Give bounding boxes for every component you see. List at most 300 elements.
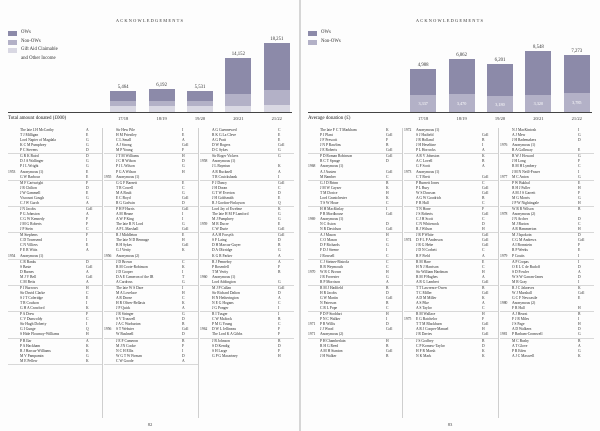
donor-name: Anonymous (1): [20, 169, 44, 174]
donor-name: A R J Cooper-Manuel: [416, 327, 449, 332]
donor-house-code: F: [578, 159, 581, 164]
donor-year: 1958: [200, 159, 208, 164]
donor-house-code: H: [182, 169, 185, 174]
donor-name: R P Weeks: [512, 248, 528, 253]
donor-house-code: H: [578, 185, 581, 190]
legend-label: OWs: [321, 30, 331, 35]
donor-house-code: C: [578, 222, 581, 227]
donor-name: P G Johnston: [20, 212, 40, 216]
donor-name: W S W Garran-Janes: [512, 274, 544, 279]
donor-house-code: G: [578, 174, 581, 179]
donor-name: N J MacKintosh: [512, 128, 537, 132]
donor-name: D W L Jellineau: [212, 327, 236, 332]
donor-house-code: D: [278, 290, 281, 295]
donor-name: M J V Bell: [20, 274, 37, 279]
donor-house-code: I: [182, 128, 184, 132]
donor-year: 1968: [308, 164, 316, 169]
right-page: [308, 0, 592, 431]
donor-house-code: K: [578, 353, 581, 358]
donor-name: P J L Wright: [20, 164, 39, 169]
donor-house-code: B: [278, 338, 281, 343]
donor-house-code: D: [182, 317, 185, 322]
donor-name: Sir Hugh Doherty: [20, 322, 47, 327]
bar-ows: [225, 58, 251, 94]
donor-name: M E Pellew: [20, 358, 38, 363]
donor-house-code: A: [278, 259, 281, 264]
donor-house-code: G: [386, 243, 389, 248]
donor-name: A Cardross: [116, 279, 133, 284]
donor-house-code: E: [278, 195, 281, 200]
donor-column: [8, 128, 102, 418]
donor-house-code: C: [386, 238, 389, 243]
donor-name: R W J Howard: [512, 154, 534, 159]
donor-house-code: K: [182, 248, 185, 253]
donor-house-code: K: [482, 353, 485, 358]
donor-year: 1954: [8, 253, 16, 258]
donor-house-code: G: [86, 143, 89, 148]
axis-title: Total amount donated (£000): [8, 116, 67, 121]
donor-name: B H Sykes: [116, 243, 132, 248]
donor-house-code: A: [86, 200, 89, 205]
donor-name: J D N Corbett: [416, 248, 437, 253]
donor-house-code: D: [386, 322, 389, 327]
donor-house-code: A: [182, 358, 185, 363]
donor-name: S J T Coleridge: [20, 296, 43, 300]
donor-name: M V Pampamin: [20, 353, 44, 358]
donor-name: C W Goode: [116, 358, 134, 363]
donor-house-code: G: [278, 154, 281, 159]
donor-name: Sir Roger Vickers: [212, 154, 239, 159]
bar-value-label: 6,201: [494, 57, 506, 63]
donor-name: J M W Cayzer: [320, 185, 342, 190]
donor-name: S Hide Flournoy-Williams: [20, 332, 60, 337]
donor-house-code: G: [578, 348, 581, 353]
bar-value-label: 4,988: [417, 63, 429, 69]
donor-house-code: D: [578, 138, 581, 143]
donor-name: W R C Brown: [320, 269, 342, 274]
donor-year: 1975: [404, 317, 412, 322]
donor-name: G C F Newcastle: [512, 296, 538, 300]
donor-house-code: A: [482, 148, 485, 153]
donor-house-code: Coll: [578, 238, 585, 243]
donor-house-code: Q: [86, 327, 89, 332]
legend-swatch: [8, 48, 17, 53]
donor-name: J M N Neill-Fraser: [512, 169, 540, 174]
donor-name: N C Aston: [320, 222, 336, 227]
donor-house-code: Coll: [182, 195, 189, 200]
donor-house-code: G: [386, 274, 389, 279]
donor-name: A G W Goodrich: [416, 195, 442, 200]
donor-house-code: I: [278, 306, 280, 311]
bar-ows: [110, 91, 136, 101]
donor-house-code: B: [386, 343, 389, 348]
donor-name: R J Pennebry: [212, 259, 232, 264]
donor-name: J N Jacobs: [20, 206, 36, 211]
donor-year: 1976: [500, 143, 508, 148]
donor-name: J R Stringer: [116, 312, 134, 317]
donor-house-code: I: [86, 238, 88, 243]
donor-name: J G Ponger: [212, 306, 229, 311]
donor-house-code: D: [182, 353, 185, 358]
axis-tick-label: 18/19: [456, 116, 467, 121]
donor-name: C J W Gurch: [20, 200, 40, 205]
donor-house-code: H: [482, 312, 485, 317]
axis-tick-label: 18/19: [156, 116, 167, 121]
donor-house-code: F: [86, 217, 89, 222]
donor-name: G W Martin: [320, 296, 338, 300]
donor-house-code: Coll: [278, 227, 285, 232]
donor-column: [404, 128, 498, 418]
donor-house-code: A: [278, 296, 281, 300]
donor-name: W J Marshall: [512, 290, 532, 295]
donor-name: J M G Roberts: [20, 222, 42, 227]
donor-house-code: I: [86, 301, 88, 306]
donor-name: J D Brown: [116, 259, 132, 264]
donor-house-code: Coll: [182, 206, 189, 211]
donor-house-code: D: [578, 217, 581, 222]
donor-name: J H Goldsmith: [212, 195, 234, 200]
donor-house-code: Coll: [482, 233, 489, 238]
donor-house-code: Coll: [482, 133, 489, 138]
donor-name: C R L Pope: [320, 306, 338, 311]
donor-name: K C M Pumphrey: [20, 143, 47, 148]
donor-house-code: K: [278, 206, 281, 211]
donor-year: 1973: [404, 169, 412, 174]
donor-name: J T M Williams: [116, 154, 139, 159]
bar-non-ows: [264, 90, 290, 105]
donor-name: R J Gordon-Finlayson: [212, 200, 245, 205]
donor-house-code: Coll: [482, 332, 489, 337]
donor-name: S V Truswell: [116, 317, 136, 322]
donor-house-code: Coll: [482, 185, 489, 190]
donor-name: C G M Andrews: [512, 238, 537, 243]
donor-name: H H MacKinlay: [320, 206, 344, 211]
axis-tick-label: 19/20: [494, 116, 506, 121]
donor-name: A D M Miller: [416, 296, 437, 300]
donor-name: M Bamber: [320, 174, 336, 179]
bar-value-label: 7,273: [571, 49, 583, 55]
donor-name: R M Hare: [416, 259, 431, 264]
donor-name: J N Archer: [512, 217, 528, 222]
donor-house-code: B: [482, 159, 485, 164]
donor-name: A J Strong: [116, 143, 132, 148]
donor-name: N C H Ellis: [116, 348, 134, 353]
donor-name: T M Verity: [212, 269, 229, 274]
donor-year: 1953: [8, 169, 16, 174]
axis-tick-label: 20/21: [533, 116, 544, 121]
total-donated-chart: [100, 30, 292, 112]
donor-house-code: I: [182, 285, 184, 290]
donor-name: A G Guennewed: [212, 128, 237, 132]
donor-name: P A Hackham: [20, 343, 41, 348]
donor-house-code: K: [482, 154, 485, 159]
donor-house-code: I: [182, 348, 184, 353]
donor-name: R H G Reed: [320, 343, 339, 348]
donor-house-code: B: [482, 138, 485, 143]
donor-house-code: D: [386, 222, 389, 227]
donor-name: Anonymous (2): [320, 332, 344, 337]
donor-house-code: Coll: [482, 238, 489, 243]
donor-house-code: Coll: [278, 285, 285, 290]
donor-year: 1981: [500, 332, 508, 337]
donor-house-code: C: [578, 164, 581, 169]
donor-name: R J Middleton: [116, 233, 138, 238]
donor-house-code: B: [386, 180, 389, 185]
donor-name: C W Durie: [212, 227, 229, 232]
donor-house-code: H: [482, 327, 485, 332]
donor-house-code: B: [182, 322, 185, 327]
donor-house-code: F: [182, 148, 185, 153]
donor-house-code: F: [482, 317, 485, 322]
donor-house-code: A: [482, 274, 485, 279]
donor-name: H M Priestley: [116, 133, 137, 138]
bar-column: [410, 40, 436, 112]
donor-name: A G Pratt: [212, 138, 226, 143]
donor-year: 1970: [308, 269, 316, 274]
bar-ows: [564, 55, 590, 92]
donor-house-code: D: [482, 343, 485, 348]
donor-name: T J Milligan: [20, 133, 39, 138]
donor-house-code: G: [86, 164, 89, 169]
donor-house-code: D: [386, 159, 389, 164]
donor-house-code: H: [578, 200, 581, 205]
donor-name: M Stephens: [20, 233, 38, 238]
donor-house-code: H: [578, 227, 581, 232]
donor-name: N R Davidson: [320, 227, 342, 232]
donor-name: F J R Miles: [512, 317, 530, 322]
donor-row: [104, 359, 198, 365]
donor-name: J L Bayntun: [212, 164, 230, 169]
donor-name: D W Rogers: [212, 143, 231, 148]
bar-column: [487, 40, 513, 112]
donor-house-code: B: [278, 317, 281, 322]
donor-house-code: K: [578, 285, 581, 290]
donor-name: M G Morris: [512, 195, 530, 200]
donor-house-code: C: [482, 264, 485, 269]
donor-house-code: D: [578, 274, 581, 279]
donor-name: The Lord K A Gibbs: [212, 332, 243, 337]
donor-house-code: A: [86, 128, 89, 132]
donor-house-code: E: [182, 233, 185, 238]
donor-house-code: G: [182, 190, 185, 195]
axis-title: Average donation (£): [308, 116, 351, 121]
bar-ows: [449, 59, 475, 94]
donor-row: [308, 354, 402, 359]
donor-house-code: B: [578, 206, 581, 211]
column-divider: [102, 128, 103, 418]
donor-house-code: E: [86, 296, 89, 300]
donor-name: The late J.H McCarthy: [20, 128, 54, 132]
axis-tick-label: 21/22: [271, 116, 282, 121]
donor-name: J H Long: [512, 159, 526, 164]
donor-house-code: C: [482, 217, 485, 222]
donor-name: E G Batchelor: [416, 317, 438, 322]
donor-name: R M Coote-Robinson: [116, 264, 148, 269]
donor-house-code: F: [86, 312, 89, 317]
donor-house-code: F: [182, 343, 185, 348]
donor-name: C L Small: [116, 138, 132, 143]
donor-name: G J D Brinn: [320, 180, 338, 185]
donor-house-code: D: [578, 264, 581, 269]
donor-house-code: G: [278, 248, 281, 253]
donor-name: D C Sykes: [212, 148, 228, 153]
donor-name: T C Miller: [416, 290, 432, 295]
donor-name: A S Taylor: [416, 306, 432, 311]
donor-house-code: B: [182, 338, 185, 343]
bar-segment-label: 3,337: [418, 101, 428, 107]
donor-name: W Bushnell: [116, 332, 134, 337]
donor-name: M C Anton: [512, 174, 529, 179]
donor-name: P H Chamberlain: [320, 338, 346, 343]
donor-year: 1969: [308, 217, 316, 222]
donor-house-code: C: [278, 128, 281, 132]
donor-name: J P Stein: [20, 227, 33, 232]
legend-label: Non-OWs: [321, 38, 341, 44]
donor-name: Anonymous (1): [212, 159, 236, 164]
donor-name: J J Wood: [320, 327, 334, 332]
donor-house-code: C: [386, 306, 389, 311]
bar-value-label: 18,251: [270, 36, 284, 42]
donor-column: [500, 128, 594, 418]
bar-ows: [525, 51, 551, 95]
donor-name: P R Eden: [512, 348, 526, 353]
donor-name: Anonymous (1): [320, 217, 344, 222]
donor-house-code: H: [386, 190, 389, 195]
donor-name: Anonymous (1): [20, 253, 44, 258]
donor-name: M C Busby: [512, 338, 530, 343]
donor-name: R P Morrison: [320, 279, 340, 284]
donor-name: J S Page: [512, 322, 525, 327]
donor-name: M R Ducre: [212, 222, 229, 227]
donor-house-code: K: [386, 185, 389, 190]
donor-house-code: Coll: [482, 174, 489, 179]
donor-name: Sir William Hardman: [416, 269, 448, 274]
donor-house-code: Coll: [278, 233, 285, 238]
donor-name: R K G La Cleve: [212, 133, 236, 138]
donor-house-code: C: [86, 290, 89, 295]
donor-name: R I Tusger: [212, 312, 228, 317]
donor-house-code: Coll: [182, 327, 189, 332]
donor-name: A S Pike: [416, 301, 429, 306]
donor-house-code: E: [86, 133, 89, 138]
donor-name: J R G Hebe: [416, 243, 434, 248]
donor-name: T N Hone: [416, 206, 431, 211]
donor-house-code: I: [386, 248, 388, 253]
donor-house-code: G: [182, 279, 185, 284]
bar-segment-label: 3,180: [495, 101, 505, 107]
donor-name: Viscount Gough: [20, 195, 45, 200]
donor-name: The late N D Rennage: [116, 238, 149, 243]
donor-name: T S W Houe: [320, 200, 339, 205]
donor-name: S Baste: [20, 264, 32, 269]
donor-house-code: E: [578, 296, 581, 300]
donor-name: R M J Hadfield: [320, 285, 343, 290]
donor-name: G T W Everton: [212, 190, 235, 195]
donor-house-code: E: [86, 243, 89, 248]
donor-name: C G W Kennedy: [20, 217, 45, 222]
donor-name: Lord Addington: [212, 279, 236, 284]
page-number: 82: [147, 422, 153, 427]
donor-house-code: B: [578, 312, 581, 317]
donor-house-code: C: [278, 322, 281, 327]
donor-house-code: I: [278, 312, 280, 317]
donor-name: Anonymous (2): [512, 212, 536, 216]
donor-year: 1974: [404, 238, 412, 243]
donor-name: G J Verity: [116, 248, 131, 253]
donor-house-code: Coll: [182, 243, 189, 248]
donor-house-code: K: [482, 296, 485, 300]
donor-house-code: H: [578, 306, 581, 311]
donor-name: G F Scott: [416, 164, 431, 169]
donor-name: J H Heseltine: [416, 143, 436, 148]
donor-name: Lord Grantchester: [320, 195, 347, 200]
donor-year: 1959: [200, 222, 208, 227]
donor-house-code: H: [578, 322, 581, 327]
donor-house-code: I: [578, 317, 580, 322]
donor-name: Anonymous (1): [416, 128, 440, 132]
donor-house-code: Coll: [482, 190, 489, 195]
donor-year: 1971: [308, 332, 316, 337]
donor-house-code: A: [86, 248, 89, 253]
donor-house-code: K: [482, 348, 485, 353]
donor-house-code: H: [386, 233, 389, 238]
donor-house-code: C: [182, 296, 185, 300]
donor-name: R A Gallaway: [512, 148, 533, 153]
donor-house-code: Coll: [386, 169, 393, 174]
donor-name: M F Cartwright: [20, 180, 44, 185]
donor-house-code: E: [578, 180, 581, 185]
donor-house-code: D: [482, 222, 485, 227]
donor-name: J R Holland: [416, 138, 434, 143]
donor-house-code: G: [278, 217, 281, 222]
donor-name: P W Bukhal: [512, 180, 530, 185]
donor-name: Sir Hew Pile: [116, 128, 135, 132]
donor-house-code: C: [86, 317, 89, 322]
donor-house-code: G: [182, 222, 185, 227]
donor-name: D H Marcus-Guyer: [212, 243, 241, 248]
donor-house-code: E: [278, 222, 281, 227]
donor-house-code: H: [278, 353, 281, 358]
donor-house-code: K: [182, 301, 185, 306]
donor-name: A W P King: [116, 217, 134, 222]
donor-name: C N Villiers: [20, 243, 38, 248]
donor-year: 1960: [200, 274, 208, 279]
donor-name: R H J Fuller: [512, 185, 531, 190]
donor-house-code: I: [578, 128, 580, 132]
donor-year: 1971: [308, 322, 316, 327]
donor-house-code: I: [578, 169, 580, 174]
donor-year: 1956: [104, 253, 112, 258]
donor-house-code: T: [182, 274, 185, 279]
donor-name: D A Olirridge: [212, 248, 233, 253]
donor-house-code: G: [578, 195, 581, 200]
donor-name: M A Lovelace: [116, 290, 137, 295]
donor-house-code: Coll: [386, 348, 393, 353]
donor-house-code: F: [278, 348, 281, 353]
donor-house-code: I: [386, 206, 388, 211]
donor-house-code: C: [482, 248, 485, 253]
donor-name: A R Dorne: [116, 296, 132, 300]
donor-name: S D Kendig: [212, 343, 230, 348]
axis-tick-label: 21/22: [571, 116, 582, 121]
donor-name: M J N Cooke: [116, 343, 136, 348]
donor-name: A P Cropas: [512, 259, 529, 264]
donor-name: P G A Wilson: [116, 169, 137, 174]
donor-house-code: K: [182, 264, 185, 269]
donor-house-code: Coll: [386, 154, 393, 159]
donor-house-code: D: [386, 290, 389, 295]
donor-house-code: H: [386, 269, 389, 274]
